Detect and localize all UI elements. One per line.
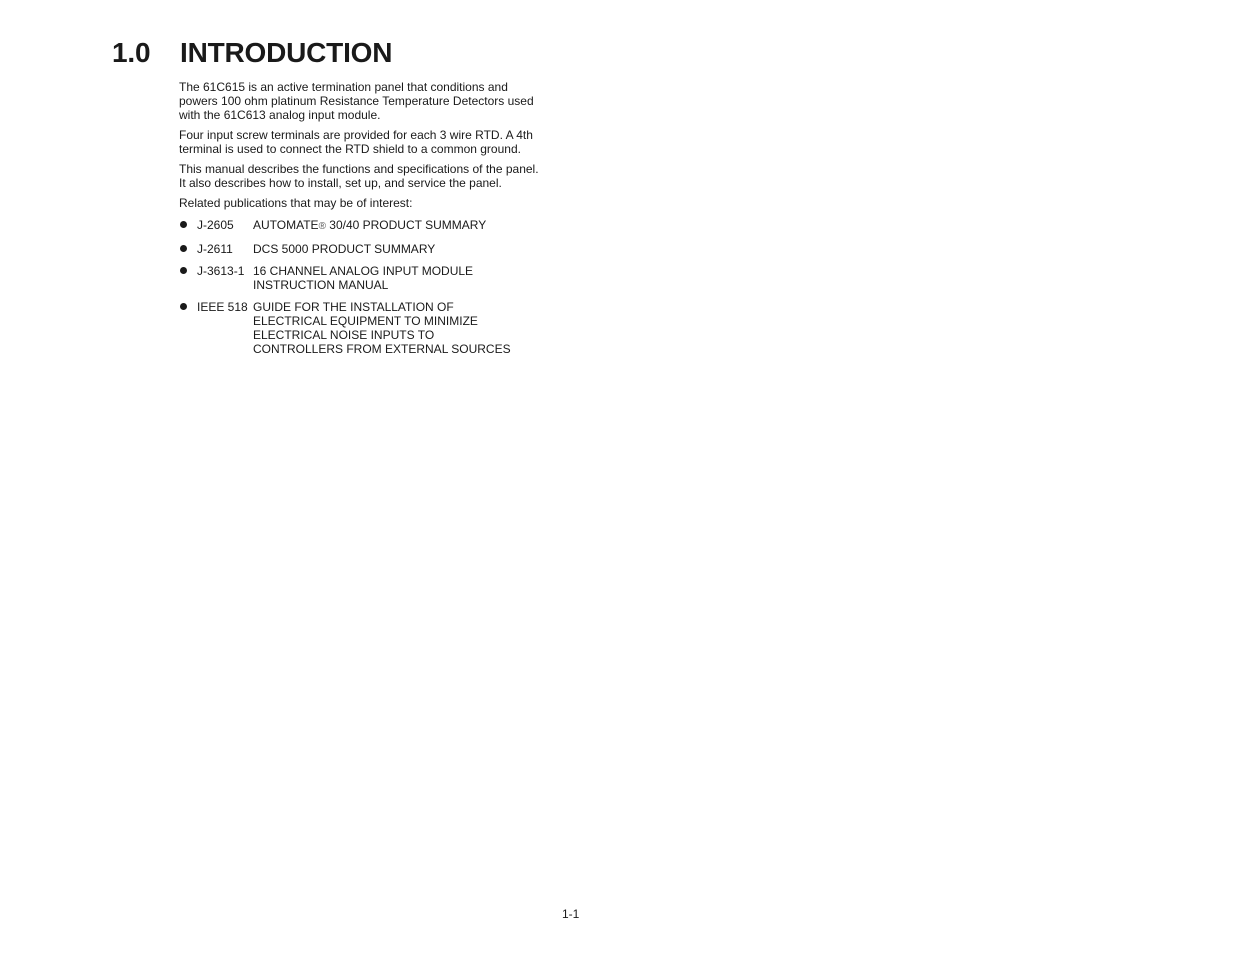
publication-title: 16 CHANNEL ANALOG INPUT MODULE INSTRUCTION MANUAL: [253, 264, 474, 292]
publication-title-part: 30/40 PRODUCT SUMMARY: [325, 218, 487, 232]
publication-number: IEEE 518: [197, 300, 248, 314]
registered-mark-icon: ®: [318, 221, 326, 232]
related-publications-intro: Related publications that may be of interest:: [179, 196, 413, 210]
bullet-icon: [180, 245, 187, 252]
intro-paragraph: The 61C615 is an active termination panel that conditions and powers 100 ohm platinum Resistance Temperature Detectors used with the 61C613 analog input module.: [179, 80, 534, 122]
publication-title: GUIDE FOR THE INSTALLATION OF ELECTRICAL EQUIPMENT TO MINIMIZE ELECTRICAL NOISE INPUTS TO CONTROLLERS FROM EXTERNAL SOURCES: [253, 300, 511, 356]
list-item: [179, 242, 579, 256]
publication-list: [179, 218, 579, 356]
section-title: INTRODUCTION: [180, 37, 393, 68]
publication-title-part: AUTOMATE: [253, 218, 319, 232]
list-item: [179, 300, 579, 356]
terminals-paragraph: Four input screw terminals are provided for each 3 wire RTD. A 4th terminal is used to connect the RTD shield to a common ground.: [179, 128, 533, 156]
publication-number: J-2611: [197, 242, 233, 256]
body-text: [179, 80, 579, 364]
manual-scope-paragraph: This manual describes the functions and specifications of the panel. It also describes how to install, set up, and service the panel.: [179, 162, 539, 190]
bullet-icon: [180, 221, 187, 228]
publication-number: J-2605: [197, 218, 234, 232]
publication-title: DCS 5000 PRODUCT SUMMARY: [253, 242, 436, 256]
list-item: [179, 264, 579, 292]
bullet-icon: [180, 303, 187, 310]
list-item: [179, 218, 579, 234]
bullet-icon: [180, 267, 187, 274]
section-number: 1.0: [112, 37, 151, 68]
section-heading: [112, 36, 392, 70]
publication-number: J-3613-1: [197, 264, 245, 278]
page-number: 1-1: [562, 907, 580, 921]
publication-title: [253, 218, 486, 234]
